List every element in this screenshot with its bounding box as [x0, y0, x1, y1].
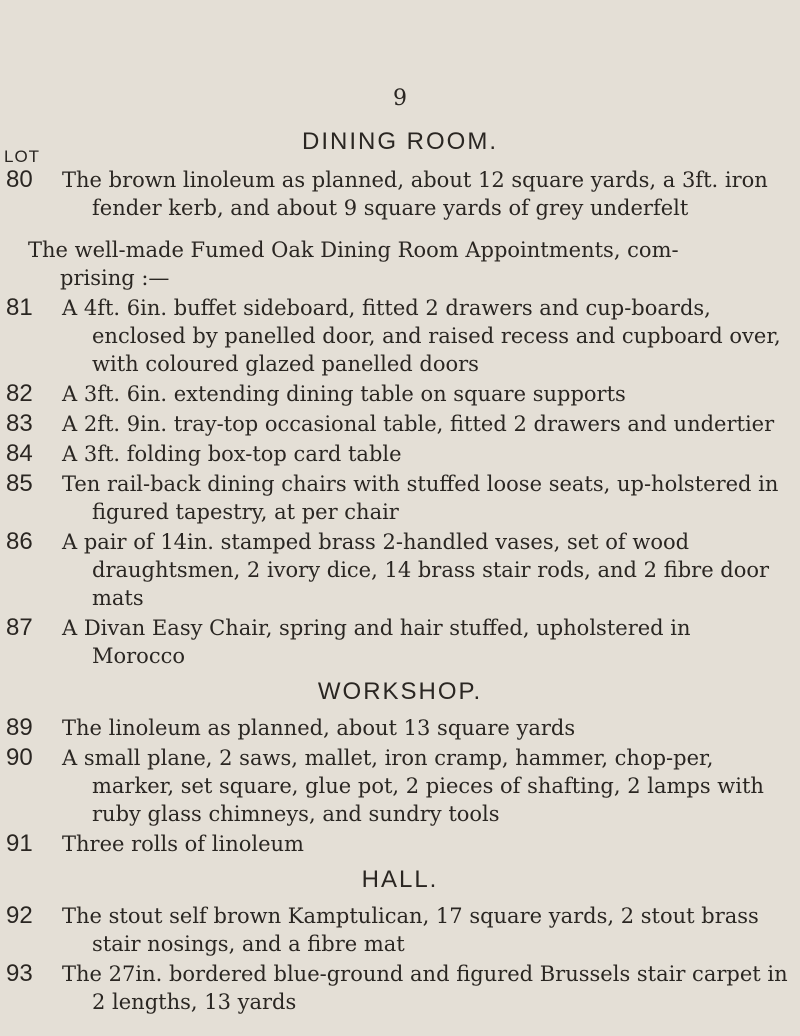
lot-number: 81: [6, 294, 33, 321]
dining-room-intro: [28, 236, 788, 292]
lot-number: 92: [6, 902, 33, 929]
lot-number: 87: [6, 614, 33, 641]
lot-number: 80: [6, 166, 33, 193]
lot-description: The stout self brown Kamptulican, 17 square yards, 2 stout brass stair nosings, and a fibre mat: [62, 904, 759, 956]
lot-description: The brown linoleum as planned, about 12 square yards, a 3ft. iron fender kerb, and about 9 square yards of grey underfelt: [62, 168, 768, 220]
lot-description: Ten rail-back dining chairs with stuffed loose seats, up-holstered in figured tapestry, at per chair: [62, 472, 779, 524]
lot-number: 93: [6, 960, 33, 987]
lot-number: 89: [6, 714, 33, 741]
lot-description: A Divan Easy Chair, spring and hair stuffed, upholstered in Morocco: [62, 616, 691, 668]
section-heading-dining-room: DINING ROOM.: [302, 128, 498, 155]
intro-line-1: The well-made Fumed Oak Dining Room Appointments, com-: [28, 238, 679, 262]
lot-description: The 27in. bordered blue-ground and figured Brussels stair carpet in 2 lengths, 13 yards: [62, 962, 788, 1014]
page-number: 9: [393, 86, 407, 111]
lot-description: A 4ft. 6in. buffet sideboard, fitted 2 drawers and cup-boards, enclosed by panelled door, and raised recess and cupboard over, with coloured glazed panelled doors: [62, 296, 781, 376]
section-heading-hall: HALL.: [361, 866, 439, 893]
lot-number: 90: [6, 744, 33, 771]
lot-description: A 3ft. folding box-top card table: [62, 442, 402, 466]
lot-description: A pair of 14in. stamped brass 2-handled vases, set of wood draughtsmen, 2 ivory dice, 14 brass stair rods, and 2 fibre door mats: [62, 530, 770, 610]
lot-number: 85: [6, 470, 33, 497]
lot-number: 91: [6, 830, 33, 857]
lot-description: A small plane, 2 saws, mallet, iron cramp, hammer, chop-per, marker, set square, glue pot, 2 pieces of shafting, 2 lamps with ruby glass chimneys, and sundry tools: [62, 746, 764, 826]
lot-number: 82: [6, 380, 33, 407]
intro-line-2: prising :—: [60, 266, 170, 290]
lot-description: The linoleum as planned, about 13 square yards: [62, 716, 576, 740]
lot-number: 84: [6, 440, 33, 467]
section-heading-workshop: WORKSHOP.: [317, 678, 483, 705]
lot-column-header: LOT: [4, 147, 41, 166]
lot-description: A 3ft. 6in. extending dining table on square supports: [62, 382, 626, 406]
lot-description: Three rolls of linoleum: [62, 832, 304, 856]
lot-description: A 2ft. 9in. tray-top occasional table, fitted 2 drawers and undertier: [62, 412, 775, 436]
lot-number: 83: [6, 410, 33, 437]
lot-number: 86: [6, 528, 33, 555]
